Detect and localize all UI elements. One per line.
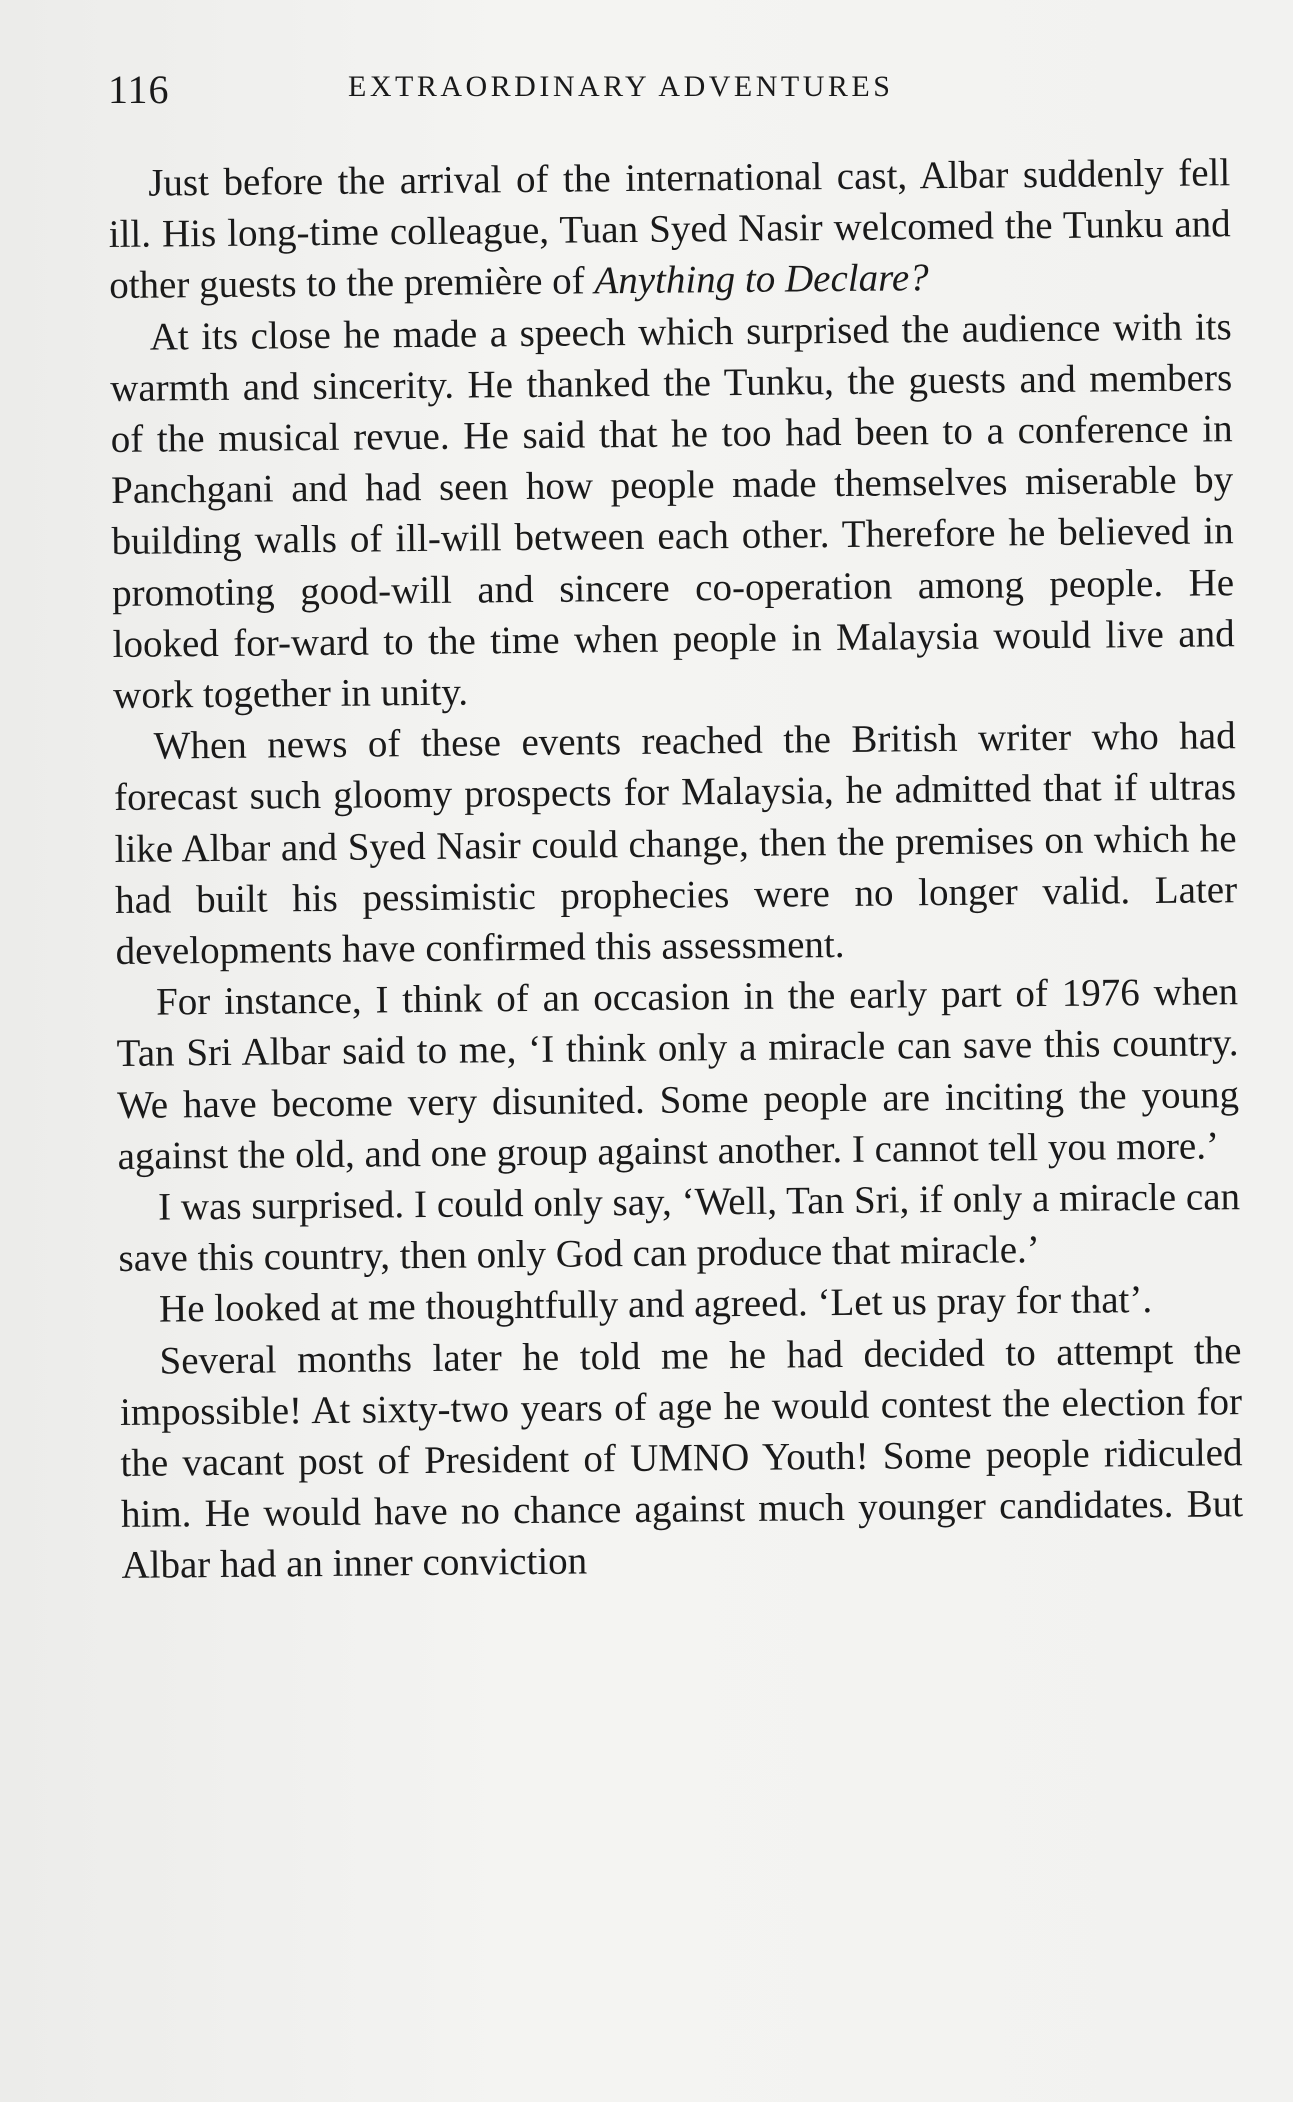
paragraph <box>108 147 1231 311</box>
paragraph: At its close he made a speech which surprised the audience with its warmth and sincerity. He thanked the Tunku, the guests and members of the musical revue. He said that he too had been to a conference in Panchgani and had seen how people made themselves miserable by building walls of ill-will between each other. Therefore he believed in promoting good-will and sincere co-operation among people. He looked for-ward to the time when people in Malaysia would live and work together in unity. <box>110 304 1235 718</box>
paragraph-text: Just before the arrival of the international cast, Albar suddenly fell ill. His long-time colleague, Tuan Syed Nasir welcomed the Tunku and other guests to the première of <box>108 151 1231 308</box>
paragraph: Several months later he told me he had decided to attempt the impossible! At sixty-two years of age he would contest the election for the vacant post of President of UMNO Youth! Some people ridiculed him. He would have no chance against much younger candidates. But Albar had an inner conviction <box>119 1328 1244 1588</box>
page-header <box>108 62 1238 122</box>
page-number: 116 <box>108 67 170 112</box>
italic-title: Anything to Declare? <box>594 256 929 303</box>
paragraph: For instance, I think of an occasion in the early part of 1976 when Tan Sri Albar said to me, ‘I think only a miracle can save this country. We have become very disunited. Some people are inciting the young against the old, and one group against another. I cannot tell you more.’ <box>116 970 1240 1178</box>
running-head: EXTRAORDINARY ADVENTURES <box>348 70 894 103</box>
paragraph: He looked at me thoughtfully and agreed. ‘Let us pray for that’. <box>158 1278 1153 1332</box>
paragraph: When news of these events reached the British writer who had forecast such gloomy prospects for Malaysia, he admitted that if ultras like Albar and Syed Nasir could change, then the premises on which he had built his pessimistic prophecies were no longer valid. Later developments have confirmed this assessment. <box>113 714 1238 974</box>
paragraph: I was surprised. I could only say, ‘Well, Tan Sri, if only a miracle can save this country, then only God can produce that miracle.’ <box>118 1175 1241 1281</box>
body-text <box>108 147 1244 1591</box>
